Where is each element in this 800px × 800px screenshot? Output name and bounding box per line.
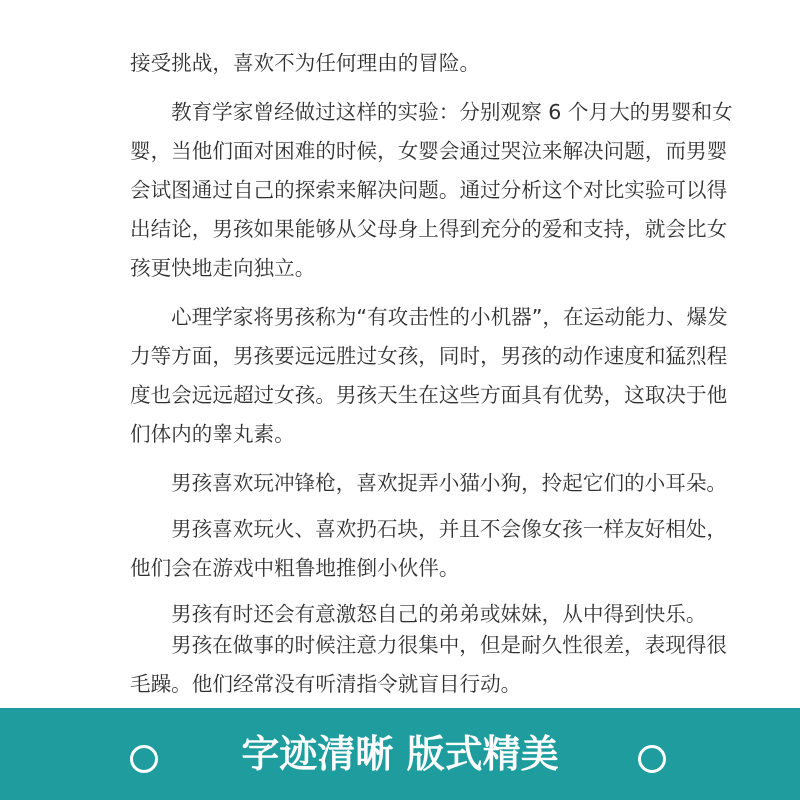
text-line: 毛躁。他们经常没有听清指令就盲目行动。 <box>130 672 522 696</box>
text-line: 力等方面，男孩要远远胜过女孩，同时，男孩的动作速度和猛烈程 <box>130 344 728 368</box>
text-line: 出结论，男孩如果能够从父母身上得到充分的爱和支持，就会比女 <box>130 217 728 241</box>
text-line: 心理学家将男孩称为“有攻击性的小机器”，在运动能力、爆发 <box>171 305 728 329</box>
text-line: 男孩喜欢玩火、喜欢扔石块，并且不会像女孩一样友好相处， <box>171 517 728 541</box>
text-line: 男孩在做事的时候注意力很集中，但是耐久性很差，表现得很 <box>171 633 728 657</box>
promo-banner <box>0 708 800 800</box>
text-line: 孩更快地走向独立。 <box>130 256 316 280</box>
text-line: 教育学家曾经做过这样的实验：分别观察 6 个月大的男婴和女 <box>171 100 733 124</box>
text-line: 男孩有时还会有意激怒自己的弟弟或妹妹，从中得到快乐。 <box>171 602 707 626</box>
circle-outline-icon <box>638 745 666 773</box>
text-line: 度也会远远超过女孩。男孩天生在这些方面具有优势，这取决于他 <box>130 383 728 407</box>
text-line: 们体内的睾丸素。 <box>130 422 295 446</box>
text-line: 婴，当他们面对困难的时候，女婴会通过哭泣来解决问题，而男婴 <box>130 139 728 163</box>
text-line: 男孩喜欢玩冲锋枪，喜欢捉弄小猫小狗，拎起它们的小耳朵。 <box>171 471 728 495</box>
banner-slogan: 字迹清晰 版式精美 <box>241 732 559 776</box>
text-line: 他们会在游戏中粗鲁地推倒小伙伴。 <box>130 556 460 580</box>
text-line: 会试图通过自己的探索来解决问题。通过分析这个对比实验可以得 <box>130 178 728 202</box>
text-line: 接受挑战，喜欢不为任何理由的冒险。 <box>130 51 481 75</box>
